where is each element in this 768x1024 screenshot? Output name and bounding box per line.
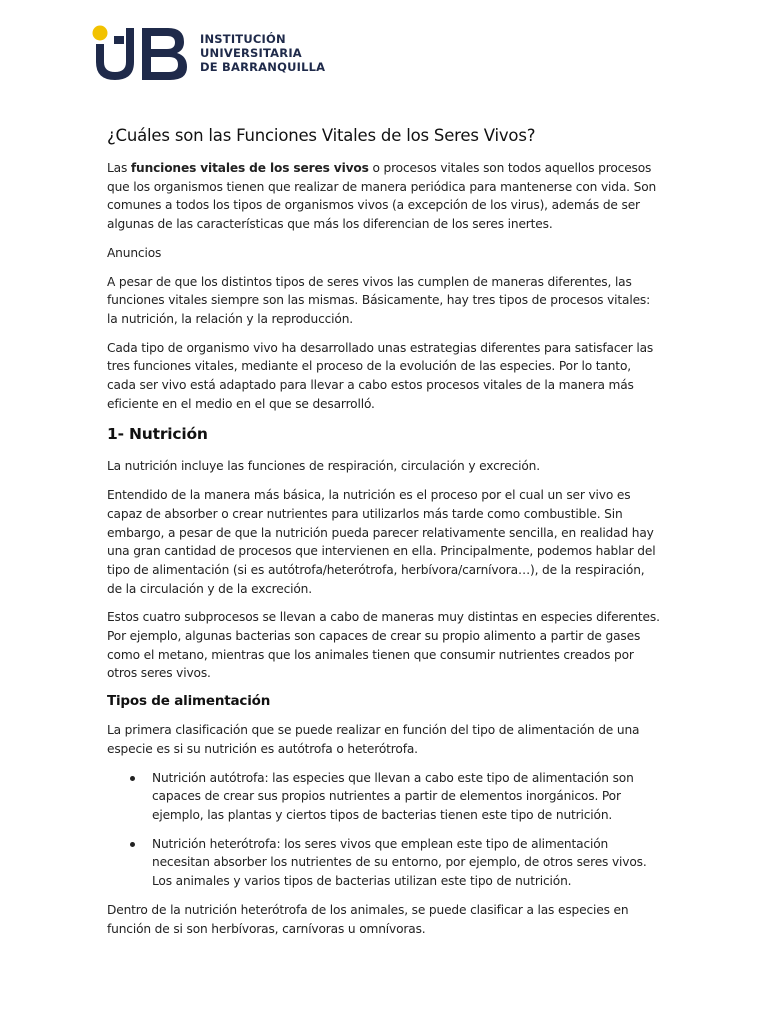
ub-logo <box>92 22 192 84</box>
institution-name <box>200 32 325 74</box>
bullet-icon <box>130 842 135 847</box>
intro-lead: Las <box>107 161 131 175</box>
article-title: ¿Cuáles son las Funciones Vitales de los Seres Vivos? <box>107 126 536 145</box>
paragraph-2: A pesar de que los distintos tipos de seres vivos las cumplen de maneras diferentes, las funciones vitales siempre son las mismas. Básicamente, hay tres tipos de procesos vitales: la nutrición, la relación y la reproducción. <box>107 274 651 326</box>
nutricion-paragraph-2: Entendido de la manera más básica, la nutrición es el proceso por el cual un ser vivo es capaz de absorber o crear nutrientes para utilizarlos más tarde como combustible. Sin embargo, a pesar de que la nutrición pueda parecer relativamente sencilla, en realidad hay una gran cantidad de procesos que intervienen en ella. Principalmente, podemos hablar del tipo de alimentación (si es autótrofa/heterótrofa, herbívora/carnívora…), de la respiración, de la circulación y de la excreción. <box>107 488 656 596</box>
article-body <box>107 126 663 948</box>
nutricion-paragraph-5: Dentro de la nutrición heterótrofa de los animales, se puede clasificar a las especies en función de si son herbívoras, carnívoras u omnívoras. <box>107 902 629 936</box>
institution-name-line-1: INSTITUCIÓN <box>200 32 286 46</box>
institution-name-line-3: DE BARRANQUILLA <box>200 60 326 74</box>
list-item-text: Nutrición autótrofa: las especies que llevan a cabo este tipo de alimentación son capaces de crear sus propios nutrientes a partir de elementos inorgánicos. Por ejemplo, las plantas y ciertos tipos de bacterias tienen este tipo de nutrición. <box>152 770 634 822</box>
list-item-text: Nutrición heterótrofa: los seres vivos que emplean este tipo de alimentación necesitan absorber los nutrientes de su entorno, por ejemplo, de otros seres vivos. Los animales y varios tipos de bacterias utilizan este tipo de nutrición. <box>152 836 647 889</box>
ad-label: Anuncios <box>107 245 162 260</box>
institution-name-line-2: UNIVERSITARIA <box>200 46 302 60</box>
section-heading-nutricion: 1- Nutrición <box>107 425 208 444</box>
nutricion-paragraph-4: La primera clasificación que se puede realizar en función del tipo de alimentación de una especie es si su nutrición es autótrofa o heterótrofa. <box>107 723 640 756</box>
institution-header <box>92 22 325 84</box>
bullet-icon <box>130 776 135 781</box>
intro-paragraph <box>107 159 663 234</box>
subheading-tipos-alimentacion: Tipos de alimentación <box>107 693 271 710</box>
list-item <box>107 769 663 825</box>
nutricion-paragraph-3: Estos cuatro subprocesos se llevan a cabo de maneras muy distintas en especies diferentes. Por ejemplo, algunas bacterias son capaces de crear su propio alimento a partir de gases como el metano, mientras que los animales tienen que consumir nutrientes creados por otros seres vivos. <box>107 610 660 681</box>
intro-bold-term: funciones vitales de los seres vivos <box>130 161 369 175</box>
nutricion-paragraph-1: La nutrición incluye las funciones de respiración, circulación y excreción. <box>107 459 540 474</box>
ub-logo-icon <box>92 22 192 84</box>
intro-rest: o procesos vitales son todos aquellos procesos que los organismos tienen que realizar de manera periódica para mantenerse con vida. Son comunes a todos los tipos de organismos vivos (a excepción de los virus), además de ser algunas de las características que más los diferencian de los seres inertes. <box>107 161 657 232</box>
list-item <box>107 835 663 891</box>
paragraph-3: Cada tipo de organismo vivo ha desarrollado unas estrategias diferentes para satisfacer las tres funciones vitales, mediante el proceso de la evolución de las especies. Por lo tanto, cada ser vivo está adaptado para llevar a cabo estos procesos vitales de la manera más eficiente en el medio en el que se desarrolló. <box>107 340 654 411</box>
nutrition-types-list <box>107 769 663 891</box>
